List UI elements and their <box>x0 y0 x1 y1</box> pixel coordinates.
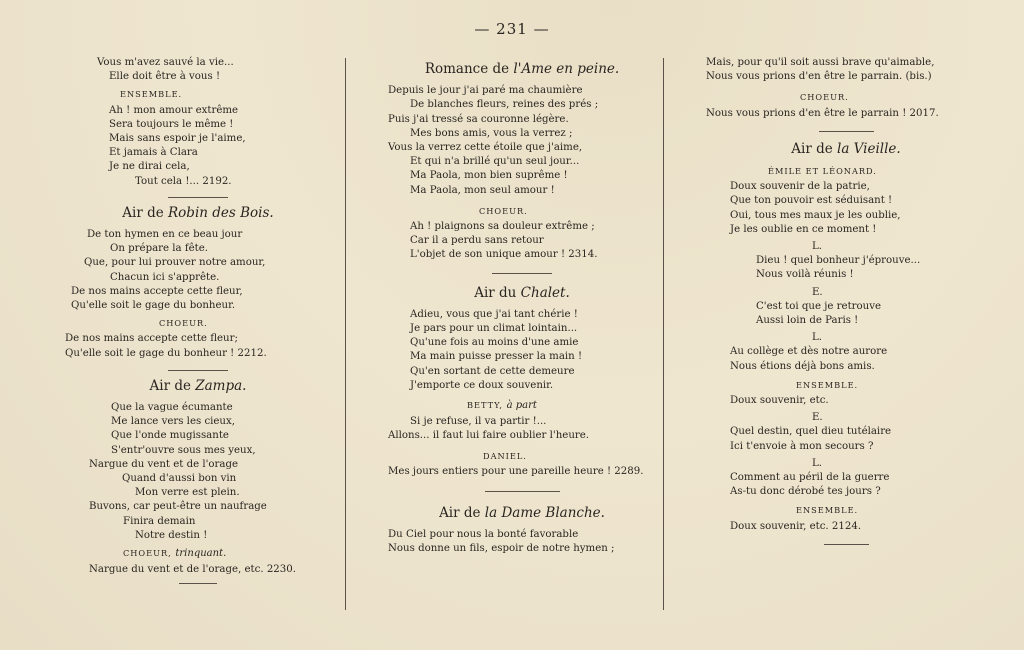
verse-line: Chacun ici s'apprête. <box>110 271 220 283</box>
verse-line: Doux souvenir, etc. 2124. <box>730 520 862 532</box>
verse-line: Mon verre est plein. <box>135 487 240 499</box>
song-title: Air du Chalet. <box>474 284 570 301</box>
verse-line: Me lance vers les cieux, <box>111 416 235 428</box>
verse-line: Qu'elle soit le gage du bonheur ! 2212. <box>65 347 267 359</box>
verse-line: Qu'en sortant de cette demeure <box>410 365 575 377</box>
section-separator <box>824 544 869 545</box>
column-3 <box>706 56 986 551</box>
verse-line: Ma main puisse presser la main ! <box>410 351 583 363</box>
verse-line: Nargue du vent et de l'orage <box>89 458 239 470</box>
verse-line: De nos mains accepte cette fleur; <box>65 333 238 345</box>
speaker-label: BETTY, à part <box>467 400 537 412</box>
verse-line: De blanches fleurs, reines des prés ; <box>410 99 599 111</box>
verse-line: Et jamais à Clara <box>109 147 198 159</box>
verse-line: L'objet de son unique amour ! 2314. <box>410 249 598 261</box>
verse-line: Ma Paola, mon bien suprême ! <box>410 170 568 182</box>
section-separator <box>485 491 560 492</box>
verse-line: S'entr'ouvre sous mes yeux, <box>111 444 256 456</box>
verse-line: Puis j'ai tressé sa couronne légère. <box>388 113 569 125</box>
speaker-label: CHOEUR. <box>479 205 528 216</box>
verse-line: Qu'une fois au moins d'une amie <box>410 337 579 349</box>
column-1 <box>62 56 334 590</box>
verse-line: Nous vous prions d'en être le parrain ! 2017. <box>706 107 939 119</box>
speaker-label: ENSEMBLE. <box>796 379 859 390</box>
verse-line: Buvons, car peut-être un naufrage <box>89 501 267 513</box>
verse-line: Quel destin, quel dieu tutélaire <box>730 426 892 438</box>
verse-line: Nargue du vent et de l'orage, etc. 2230. <box>89 564 296 576</box>
verse-line: Que la vague écumante <box>111 402 233 414</box>
column-2 <box>388 56 656 557</box>
verse-line: C'est toi que je retrouve <box>756 300 882 312</box>
verse-line: Oui, tous mes maux je les oublie, <box>730 209 901 221</box>
verse-line: On prépare la fête. <box>110 243 209 255</box>
section-separator <box>168 197 228 198</box>
section-separator <box>179 583 217 584</box>
speaker-label: ENSEMBLE. <box>120 89 183 100</box>
verse-line: J'emporte ce doux souvenir. <box>410 379 554 391</box>
verse-line: Sera toujours le même ! <box>109 118 234 130</box>
song-title: Air de la Dame Blanche. <box>439 505 605 522</box>
section-separator <box>819 131 874 132</box>
verse-line: Doux souvenir, etc. <box>730 395 829 407</box>
speaker-label: CHOEUR. <box>159 318 208 329</box>
speaker-initial: L. <box>812 332 823 344</box>
verse-line: Ah ! plaignons sa douleur extrême ; <box>410 221 595 233</box>
speaker-label: ENSEMBLE. <box>796 505 859 516</box>
section-separator <box>492 273 552 274</box>
verse-line: Ah ! mon amour extrême <box>109 104 239 116</box>
verse-line: Qu'elle soit le gage du bonheur. <box>71 300 236 312</box>
verse-line: Mes jours entiers pour une pareille heure ! 2289. <box>388 465 644 477</box>
song-title: Air de Robin des Bois. <box>122 204 274 221</box>
verse-line: De nos mains accepte cette fleur, <box>71 285 243 297</box>
speaker-label: CHOEUR, trinquant. <box>123 548 227 560</box>
verse-line: Finira demain <box>123 515 196 527</box>
verse-line: Nous voilà réunis ! <box>756 269 854 281</box>
page-number: — 231 — <box>474 20 550 38</box>
verse-line: Et qui n'a brillé qu'un seul jour... <box>410 156 580 168</box>
column-divider-left <box>345 58 346 610</box>
verse-line: Doux souvenir de la patrie, <box>730 181 870 193</box>
verse-line: Que, pour lui prouver notre amour, <box>84 257 266 269</box>
verse-line: Vous la verrez cette étoile que j'aime, <box>388 142 583 154</box>
verse-line: Au collège et dès notre aurore <box>730 346 888 358</box>
verse-line: Depuis le jour j'ai paré ma chaumière <box>388 85 583 97</box>
verse-line: Ma Paola, mon seul amour ! <box>410 184 555 196</box>
verse-line: Aussi loin de Paris ! <box>756 315 859 327</box>
verse-line: Adieu, vous que j'ai tant chérie ! <box>410 308 578 320</box>
verse-line: Ici t'envoie à mon secours ? <box>730 440 874 452</box>
verse-line: Si je refuse, il va partir !... <box>410 416 547 428</box>
verse-line: Tout cela !... 2192. <box>135 175 232 187</box>
verse-line: De ton hymen en ce beau jour <box>87 229 243 241</box>
verse-line: Nous étions déjà bons amis. <box>730 360 875 372</box>
verse-line: Mais sans espoir je l'aime, <box>109 133 246 145</box>
section-separator <box>168 370 228 371</box>
verse-line: Du Ciel pour nous la bonté favorable <box>388 529 579 541</box>
column-divider-right <box>663 58 664 610</box>
song-title: Air de Zampa. <box>149 377 247 394</box>
speaker-initial: L. <box>812 241 823 253</box>
verse-line: Car il a perdu sans retour <box>410 235 544 247</box>
speaker-initial: E. <box>812 412 823 424</box>
verse-line: Comment au péril de la guerre <box>730 472 890 484</box>
speaker-label: CHOEUR. <box>800 92 849 103</box>
verse-line: Je les oublie en ce moment ! <box>730 223 877 235</box>
verse-line: Nous donne un fils, espoir de notre hymen ; <box>388 543 615 555</box>
song-title: Air de la Vieille. <box>791 140 901 157</box>
speaker-initial: L. <box>812 457 823 469</box>
speaker-label: ÉMILE ET LÉONARD. <box>768 166 877 177</box>
verse-line: Notre destin ! <box>135 529 208 541</box>
verse-line: Elle doit être à vous ! <box>109 71 221 83</box>
verse-line: Que ton pouvoir est séduisant ! <box>730 195 893 207</box>
verse-line: Je pars pour un climat lointain... <box>410 323 578 335</box>
verse-line: Mais, pour qu'il soit aussi brave qu'aimable, <box>706 57 935 68</box>
song-title: Romance de l'Ame en peine. <box>424 61 620 77</box>
verse-line: Dieu ! quel bonheur j'éprouve... <box>756 255 921 267</box>
verse-line: Je ne dirai cela, <box>109 161 190 173</box>
verse-line: As-tu donc dérobé tes jours ? <box>730 486 881 498</box>
verse-line: Allons... il faut lui faire oublier l'heure. <box>388 430 590 442</box>
verse-line: Mes bons amis, vous la verrez ; <box>410 127 573 139</box>
speaker-label: DANIEL. <box>483 450 527 461</box>
verse-line: Nous vous prions d'en être le parrain. (bis.) <box>706 71 932 83</box>
speaker-initial: E. <box>812 286 823 298</box>
verse-line: Quand d'aussi bon vin <box>122 473 237 485</box>
verse-line: Que l'onde mugissante <box>111 430 229 442</box>
verse-line: Vous m'avez sauvé la vie... <box>97 57 234 68</box>
